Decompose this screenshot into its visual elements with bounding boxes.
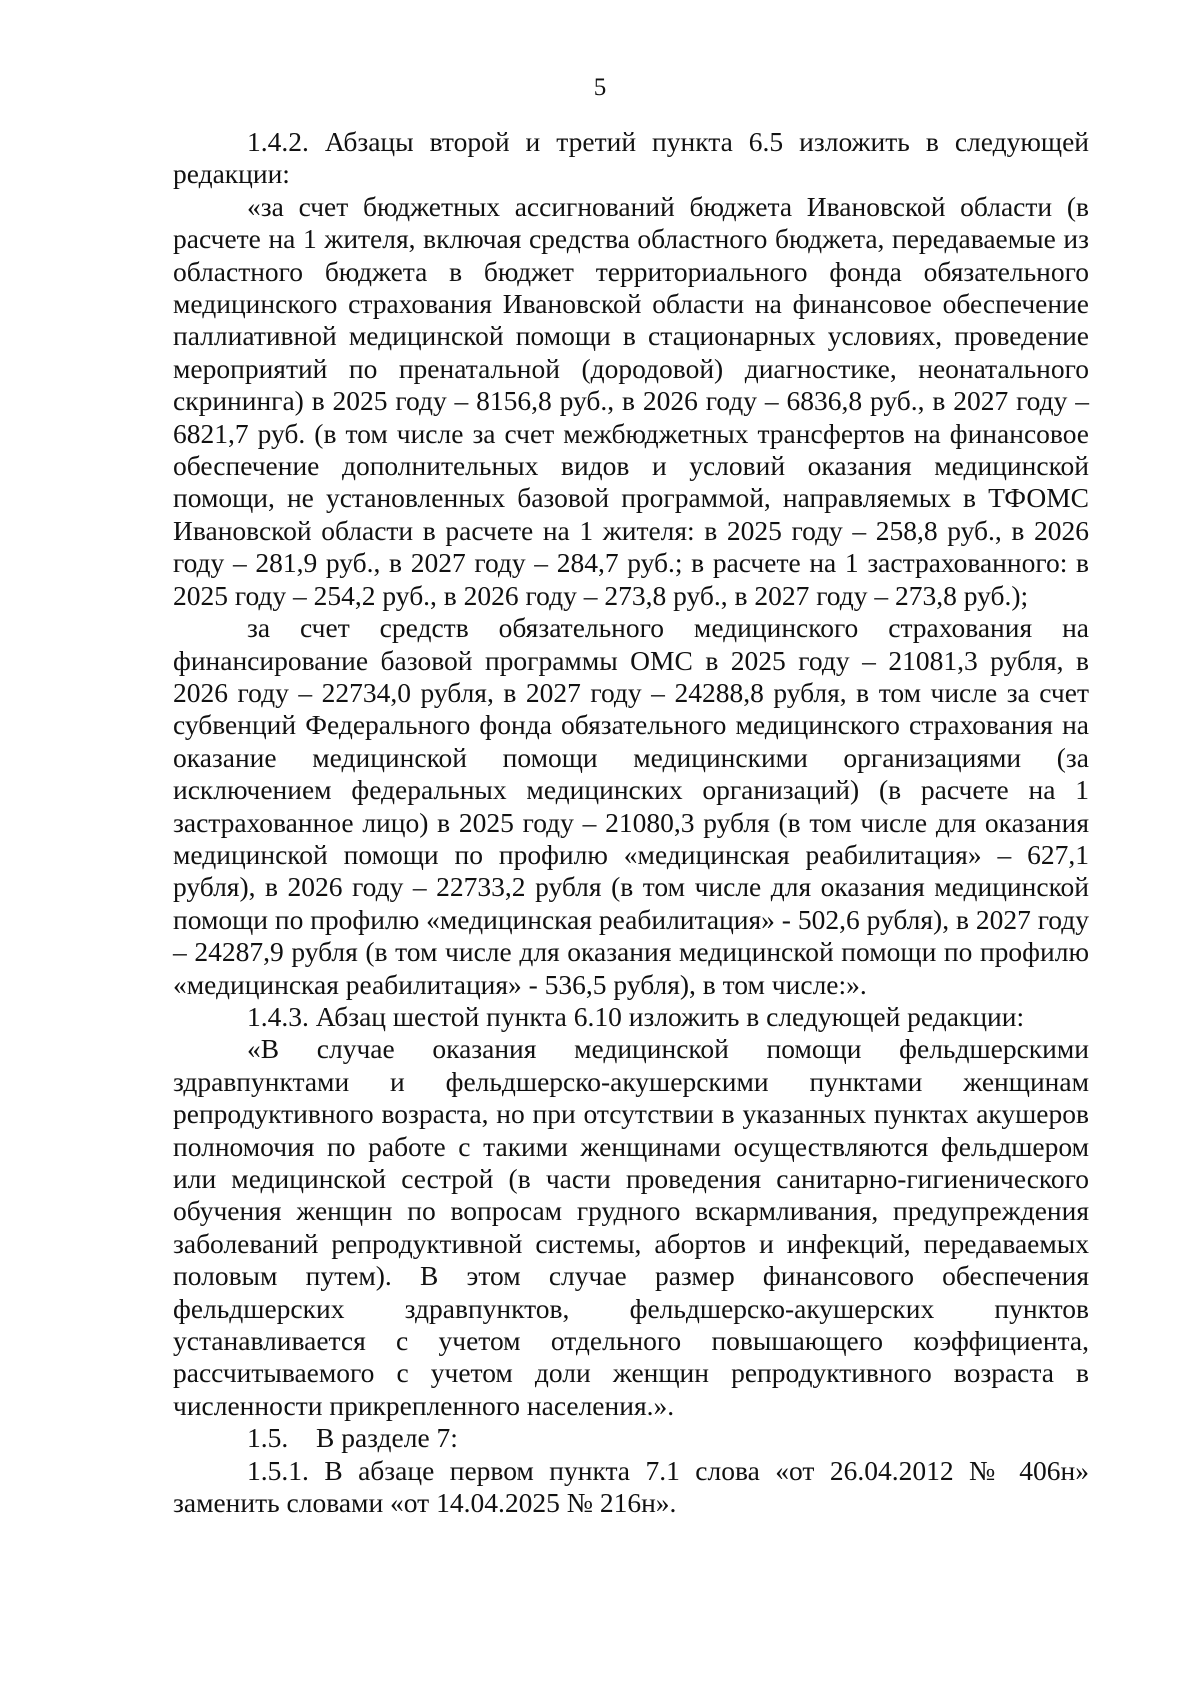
clause-text: В разделе 7: (316, 1422, 458, 1454)
paragraph-feldsher-points: «В случае оказания медицинской помощи фельдшерскими здравпунктами и фельдшерско-акушерскими пунктами женщинам репродуктивного возраста, но при отсутствии в указанных пунктах акушеров полномочия по работе с такими женщинами осуществляются фельдшером или медицинской сестрой (в части проведения санитарно-гигиенического обучения женщин по вопросам грудного вскармливания, предупреждения заболеваний репродуктивной системы, абортов и инфекций, передаваемых половым путем). В этом случае размер финансового обеспечения фельдшерских здравпунктов, фельдшерско-акушерских пунктов устанавливается с учетом отдельного повышающего коэффициента, рассчитываемого с учетом доли женщин репродуктивного возраста в численности прикрепленного населения.». (173, 1033, 1089, 1421)
paragraph-funding-budget: «за счет бюджетных ассигнований бюджета Ивановской области (в расчете на 1 жителя, включая средства областного бюджета, передаваемые из областного бюджета в бюджет территориального фонда обязательного медицинского страхования Ивановской области на финансовое обеспечение паллиативной медицинской помощи в стационарных условиях, проведение мероприятий по пренатальной (дородовой) диагностике, неонатального скрининга) в 2025 году – 8156,8 руб., в 2026 году – 6836,8 руб., в 2027 году – 6821,7 руб. (в том числе за счет межбюджетных трансфертов на финансовое обеспечение дополнительных видов и условий оказания медицинской помощи, не установленных базовой программой, направляемых в ТФОМС Ивановской области в расчете на 1 жителя: в 2025 году – 258,8 руб., в 2026 году – 281,9 руб., в 2027 году – 284,7 руб.; в расчете на 1 застрахованного: в 2025 году – 254,2 руб., в 2026 году – 273,8 руб., в 2027 году – 273,8 руб.); (173, 190, 1089, 611)
paragraph-1-4-3: 1.4.3. Абзац шестой пункта 6.10 изложить в следующей редакции: (247, 1000, 1025, 1032)
paragraph-funding-oms: за счет средств обязательного медицинского страхования на финансирование базовой программы ОМС в 2025 году – 21081,3 рубля, в 2026 году – 22734,0 рубля, в 2027 году – 24288,8 рубля, в том числе за счет субвенций Федерального фонда обязательного медицинского страхования на оказание медицинской помощи медицинскими организациями (за исключением федеральных медицинских организаций) (в расчете на 1 застрахованное лицо) в 2025 году – 21080,3 рубля (в том числе для оказания медицинской помощи по профилю «медицинская реабилитация» – 627,1 рубля), в 2026 году – 22733,2 рубля (в том числе для оказания медицинской помощи по профилю «медицинская реабилитация» - 502,6 рубля), в 2027 году – 24287,9 рубля (в том числе для оказания медицинской помощи по профилю «медицинская реабилитация» - 536,5 рубля), в том числе:». (173, 612, 1089, 1000)
paragraph-1-4-2: 1.4.2. Абзацы второй и третий пункта 6.5 изложить в следующей редакции: (173, 126, 1089, 190)
paragraph-1-5 (173, 1422, 1089, 1454)
paragraph-1-5-1: 1.5.1. В абзаце первом пункта 7.1 слова «от 26.04.2012 № 406н» заменить словами «от 14.04.2025 № 216н». (173, 1454, 1089, 1519)
clause-number: 1.5. (247, 1422, 289, 1454)
page-number: 5 (593, 74, 607, 101)
document-body (173, 126, 1089, 1519)
